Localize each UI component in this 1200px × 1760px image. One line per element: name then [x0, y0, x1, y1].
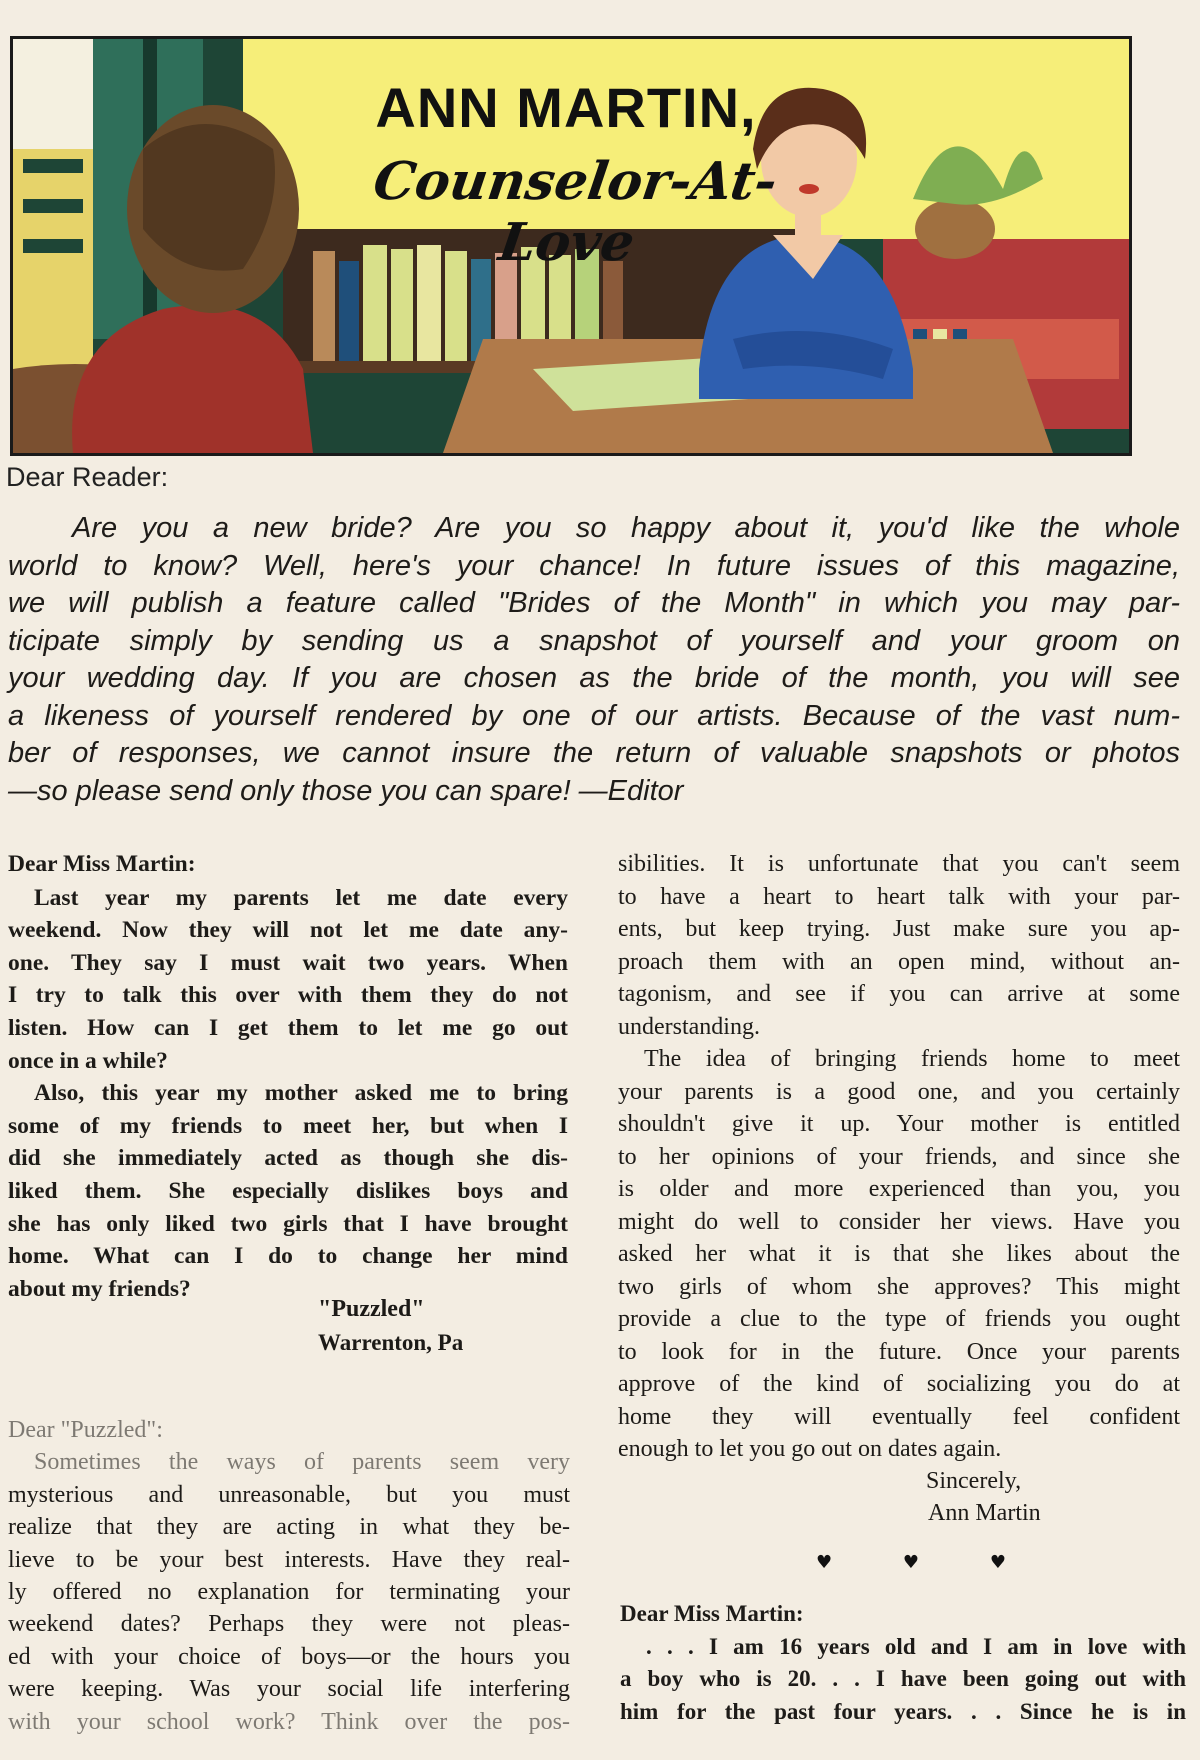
letter-line: him for the past four years. . . Since he is in	[620, 1698, 1186, 1724]
reply-puzzled-part2	[618, 848, 1180, 1466]
letter-line: one. They say I must wait two years. When	[8, 949, 568, 976]
reader-letter-second	[620, 1598, 1186, 1728]
letter-line: weekend. Now they will not let me date any-	[8, 917, 568, 944]
reply-puzzled-part1	[8, 1414, 570, 1738]
reply-line: two girls of whom she approves? This might	[618, 1273, 1180, 1300]
reply-line: with your school work? Think over the pos-	[8, 1708, 570, 1735]
column-subtitle: Counselor-At-Love	[369, 151, 781, 273]
reply-line: to look for in the future. Once your parents	[618, 1338, 1180, 1365]
letter-line: she has only liked two girls that I have brought	[8, 1210, 568, 1237]
editor-note-line: ber of responses, we cannot insure the return of valuable snapshots or photos	[8, 737, 1180, 769]
header-illustration	[10, 36, 1132, 456]
editor-note-line: Are you a new bride? Are you so happy about it, you'd like the whole	[72, 512, 1180, 544]
letter-line: once in a while?	[8, 1047, 168, 1074]
reply-line: sibilities. It is unfortunate that you can't seem	[618, 851, 1180, 877]
reply-line: The idea of bringing friends home to meet	[644, 1046, 1180, 1072]
reply-line: proach them with an open mind, without an-	[618, 948, 1180, 975]
reply-line: Sometimes the ways of parents seem very	[34, 1449, 570, 1476]
column-title: ANN MARTIN,	[375, 76, 757, 139]
reply-closing: Sincerely,	[926, 1468, 1022, 1494]
editor-note-line: —so please send only those you can spare! —Editor	[8, 774, 684, 807]
editor-note-line: ticipate simply by sending us a snapshot of yourself and your groom on	[8, 624, 1180, 657]
reply-line: lieve to be your best interests. Have they real-	[8, 1546, 570, 1573]
reply-line: mysterious and unreasonable, but you must	[8, 1481, 570, 1508]
reply-line: home they will eventually feel confident	[618, 1403, 1180, 1430]
letter-line: about my friends?	[8, 1275, 191, 1302]
reply-line: to have a heart to heart talk with your par-	[618, 883, 1180, 910]
letter-line: I try to talk this over with them they do not	[8, 982, 568, 1009]
reply-line: ents, but keep trying. Just make sure you ap-	[618, 916, 1180, 942]
reply-signed-name: Ann Martin	[928, 1500, 1041, 1526]
reply-line: were keeping. Was your social life interfering	[8, 1676, 570, 1703]
reply-line: asked her what it is that she likes about the	[618, 1241, 1180, 1267]
reply-salutation: Dear "Puzzled":	[8, 1417, 163, 1443]
reply-line: understanding.	[618, 1013, 760, 1040]
reply-line: shouldn't give it up. Your mother is entitled	[618, 1111, 1180, 1137]
heart-icon: ♥	[902, 1552, 920, 1573]
editor-note-line: we will publish a feature called "Brides of the Month" in which you may par-	[8, 587, 1180, 619]
reply-line: your parents is a good one, and you certainly	[618, 1078, 1180, 1105]
letter-line: listen. How can I get them to let me go out	[8, 1014, 568, 1041]
editor-note-line: your wedding day. If you are chosen as the bride of the month, you will see	[8, 662, 1180, 694]
letter-line: home. What can I do to change her mind	[8, 1243, 568, 1270]
letter-line: liked them. She especially dislikes boys and	[8, 1177, 568, 1204]
letter-line: a boy who is 20. . . I have been going out with	[620, 1666, 1186, 1692]
reply-line: approve of the kind of socializing you do at	[618, 1371, 1180, 1397]
reply-line: enough to let you go out on dates again.	[618, 1436, 1002, 1462]
reply-line: to her opinions of your friends, and since she	[618, 1143, 1180, 1170]
letter-signature: "Puzzled"	[318, 1296, 425, 1322]
reply-line: tagonism, and see if you can arrive at some	[618, 981, 1180, 1007]
letter-line: . . . I am 16 years old and I am in love with	[646, 1633, 1186, 1659]
heart-divider	[816, 1552, 1006, 1573]
heart-icon: ♥	[989, 1552, 1006, 1573]
heart-icon: ♥	[816, 1552, 833, 1573]
reply-line: provide a clue to the type of friends you ought	[618, 1306, 1180, 1332]
letter-location: Warrenton, Pa	[318, 1330, 464, 1355]
letter-line: Last year my parents let me date every	[34, 884, 568, 911]
reply-line: weekend dates? Perhaps they were not pleas-	[8, 1611, 570, 1638]
letter-salutation: Dear Miss Martin:	[8, 851, 196, 877]
letter-salutation: Dear Miss Martin:	[620, 1601, 804, 1626]
editor-salutation: Dear Reader:	[6, 462, 169, 492]
reply-line: ed with your choice of boys—or the hours you	[8, 1643, 570, 1670]
reply-line: realize that they are acting in what they be-	[8, 1514, 570, 1541]
reply-line: ly offered no explanation for terminating your	[8, 1579, 570, 1606]
editor-note-line: a likeness of yourself rendered by one of our artists. Because of the vast num-	[8, 699, 1180, 732]
editor-note	[8, 510, 1180, 810]
letter-line: some of my friends to meet her, but when I	[8, 1112, 568, 1139]
reply-line: is older and more experienced than you, you	[618, 1176, 1180, 1202]
letter-line: did she immediately acted as though she dis-	[8, 1145, 568, 1172]
reader-letter-puzzled	[8, 848, 568, 1305]
letter-line: Also, this year my mother asked me to bring	[34, 1080, 568, 1107]
editor-note-line: world to know? Well, here's your chance! In future issues of this magazine,	[8, 549, 1180, 582]
reply-line: might do well to consider her views. Have you	[618, 1208, 1180, 1235]
